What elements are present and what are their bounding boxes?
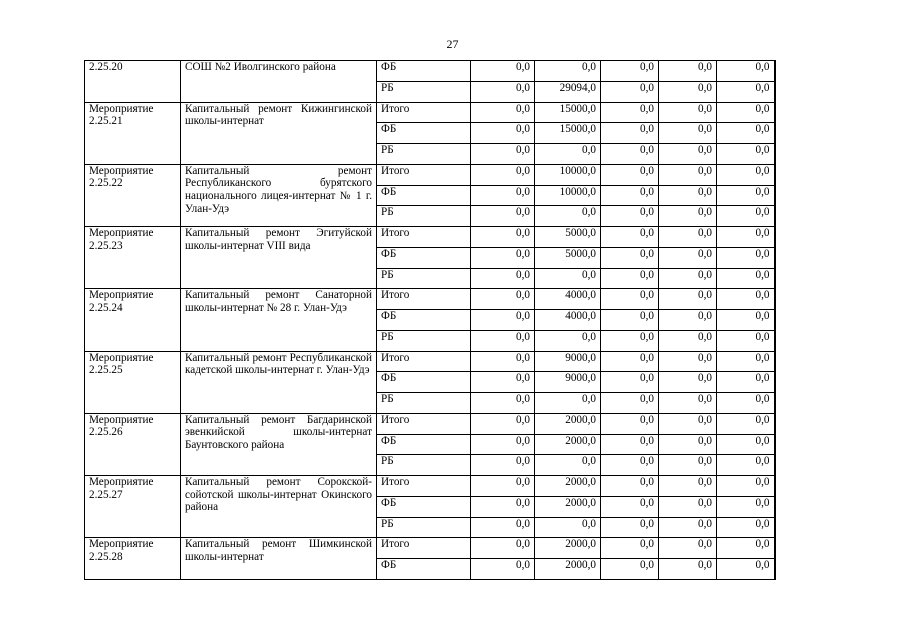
amount-cell: 0,0 (471, 330, 535, 351)
amount-cell: 0,0 (471, 538, 535, 559)
amount-cell: 0,0 (471, 144, 535, 165)
amount-cell: 0,0 (471, 455, 535, 476)
table-row (85, 476, 775, 497)
amount-cell: 0,0 (659, 289, 717, 310)
amount-cell: 0,0 (717, 123, 775, 144)
amount-cell: 0,0 (601, 372, 659, 393)
amount-cell: 0,0 (471, 164, 535, 185)
amount-cell: 0,0 (659, 61, 717, 82)
funding-source: ФБ (377, 434, 471, 455)
activity-name-cell (181, 289, 377, 351)
funding-source: РБ (377, 206, 471, 227)
funding-source: РБ (377, 330, 471, 351)
amount-cell: 0,0 (659, 330, 717, 351)
amount-cell: 0,0 (717, 164, 775, 185)
activity-name: Капитальный ремонт Санаторной школы-интернат № 28 г. Улан-Удэ (185, 289, 372, 314)
amount-cell: 10000,0 (535, 185, 601, 206)
amount-cell: 0,0 (717, 227, 775, 248)
amount-cell: 0,0 (659, 206, 717, 227)
amount-cell: 0,0 (601, 476, 659, 497)
activity-name: Капитальный ремонт Шимкинской школы-интернат (185, 538, 372, 563)
funding-source: Итого (377, 476, 471, 497)
budget-table-body (85, 61, 775, 580)
activity-id: Мероприятие 2.25.28 (85, 538, 181, 580)
funding-source: РБ (377, 517, 471, 538)
funding-source: Итого (377, 102, 471, 123)
amount-cell: 4000,0 (535, 310, 601, 331)
activity-id: Мероприятие 2.25.27 (85, 476, 181, 538)
amount-cell: 0,0 (717, 144, 775, 165)
amount-cell: 0,0 (471, 517, 535, 538)
amount-cell: 0,0 (601, 185, 659, 206)
amount-cell: 0,0 (659, 123, 717, 144)
amount-cell: 0,0 (535, 517, 601, 538)
amount-cell: 0,0 (601, 123, 659, 144)
amount-cell: 0,0 (717, 268, 775, 289)
amount-cell: 0,0 (471, 434, 535, 455)
amount-cell: 0,0 (659, 268, 717, 289)
funding-source: РБ (377, 455, 471, 476)
amount-cell: 0,0 (717, 185, 775, 206)
amount-cell: 2000,0 (535, 476, 601, 497)
amount-cell: 0,0 (659, 434, 717, 455)
amount-cell: 0,0 (535, 144, 601, 165)
amount-cell: 0,0 (659, 559, 717, 580)
amount-cell: 0,0 (717, 351, 775, 372)
amount-cell: 0,0 (471, 102, 535, 123)
amount-cell: 0,0 (535, 330, 601, 351)
amount-cell: 0,0 (471, 496, 535, 517)
activity-id: Мероприятие 2.25.22 (85, 164, 181, 226)
amount-cell: 0,0 (717, 434, 775, 455)
amount-cell: 0,0 (659, 455, 717, 476)
amount-cell: 0,0 (601, 164, 659, 185)
amount-cell: 0,0 (471, 310, 535, 331)
funding-source: Итого (377, 351, 471, 372)
amount-cell: 0,0 (471, 413, 535, 434)
amount-cell: 9000,0 (535, 372, 601, 393)
funding-source: ФБ (377, 123, 471, 144)
amount-cell: 0,0 (659, 413, 717, 434)
funding-source: ФБ (377, 185, 471, 206)
amount-cell: 0,0 (659, 372, 717, 393)
funding-source: ФБ (377, 310, 471, 331)
amount-cell: 0,0 (717, 81, 775, 102)
amount-cell: 0,0 (717, 372, 775, 393)
amount-cell: 0,0 (659, 476, 717, 497)
budget-table (84, 60, 776, 580)
amount-cell: 0,0 (717, 393, 775, 414)
amount-cell: 0,0 (471, 476, 535, 497)
amount-cell: 0,0 (601, 206, 659, 227)
activity-id: Мероприятие 2.25.23 (85, 227, 181, 289)
activity-name-cell (181, 538, 377, 580)
amount-cell: 0,0 (471, 206, 535, 227)
activity-id: 2.25.20 (85, 61, 181, 103)
amount-cell: 0,0 (601, 81, 659, 102)
activity-name-cell (181, 164, 377, 226)
amount-cell: 0,0 (659, 227, 717, 248)
amount-cell: 0,0 (471, 227, 535, 248)
table-row (85, 538, 775, 559)
activity-name: Капитальный ремонт Республиканской кадетской школы-интернат г. Улан-Удэ (185, 351, 372, 377)
amount-cell: 0,0 (535, 393, 601, 414)
funding-source: ФБ (377, 496, 471, 517)
funding-source: ФБ (377, 559, 471, 580)
amount-cell: 0,0 (659, 351, 717, 372)
table-row (85, 351, 775, 372)
funding-source: ФБ (377, 372, 471, 393)
amount-cell: 9000,0 (535, 351, 601, 372)
activity-id: Мероприятие 2.25.24 (85, 289, 181, 351)
amount-cell: 0,0 (601, 247, 659, 268)
activity-name: СОШ №2 Иволгинского района (185, 61, 336, 73)
amount-cell: 0,0 (471, 268, 535, 289)
amount-cell: 0,0 (601, 434, 659, 455)
amount-cell: 0,0 (601, 559, 659, 580)
funding-source: ФБ (377, 61, 471, 82)
amount-cell: 0,0 (471, 372, 535, 393)
amount-cell: 29094,0 (535, 81, 601, 102)
funding-source: Итого (377, 227, 471, 248)
amount-cell: 0,0 (717, 102, 775, 123)
amount-cell: 0,0 (659, 393, 717, 414)
amount-cell: 0,0 (659, 496, 717, 517)
amount-cell: 0,0 (717, 289, 775, 310)
activity-name: Капитальный ремонт Эгитуйской школы-интернат VIII вида (185, 227, 372, 252)
amount-cell: 0,0 (535, 61, 601, 82)
funding-source: РБ (377, 144, 471, 165)
amount-cell: 0,0 (601, 517, 659, 538)
amount-cell: 2000,0 (535, 496, 601, 517)
amount-cell: 0,0 (717, 517, 775, 538)
funding-source: Итого (377, 538, 471, 559)
amount-cell: 0,0 (471, 81, 535, 102)
funding-source: РБ (377, 393, 471, 414)
activity-name-cell (181, 476, 377, 538)
amount-cell: 0,0 (659, 538, 717, 559)
activity-name: Капитальный ремонт Сорокской-сойотской школы-интернат Окинского района (185, 476, 372, 514)
amount-cell: 0,0 (717, 413, 775, 434)
amount-cell: 0,0 (717, 496, 775, 517)
amount-cell: 0,0 (471, 393, 535, 414)
activity-name-cell (181, 102, 377, 164)
amount-cell: 0,0 (471, 247, 535, 268)
activity-name-cell (181, 413, 377, 475)
activity-id: Мероприятие 2.25.21 (85, 102, 181, 164)
amount-cell: 0,0 (717, 559, 775, 580)
amount-cell: 0,0 (601, 61, 659, 82)
activity-name-cell (181, 351, 377, 413)
amount-cell: 0,0 (659, 164, 717, 185)
table-row (85, 102, 775, 123)
amount-cell: 0,0 (471, 351, 535, 372)
table-row (85, 289, 775, 310)
page-number: 27 (446, 37, 459, 51)
amount-cell: 15000,0 (535, 123, 601, 144)
amount-cell: 0,0 (717, 455, 775, 476)
table-row (85, 227, 775, 248)
amount-cell: 15000,0 (535, 102, 601, 123)
amount-cell: 0,0 (471, 123, 535, 144)
amount-cell: 0,0 (471, 61, 535, 82)
funding-source: РБ (377, 81, 471, 102)
amount-cell: 0,0 (535, 268, 601, 289)
amount-cell: 0,0 (535, 206, 601, 227)
amount-cell: 0,0 (601, 268, 659, 289)
amount-cell: 0,0 (601, 330, 659, 351)
funding-source: РБ (377, 268, 471, 289)
activity-id: Мероприятие 2.25.25 (85, 351, 181, 413)
amount-cell: 4000,0 (535, 289, 601, 310)
amount-cell: 0,0 (659, 144, 717, 165)
amount-cell: 0,0 (601, 310, 659, 331)
amount-cell: 0,0 (471, 559, 535, 580)
amount-cell: 0,0 (601, 351, 659, 372)
funding-source: Итого (377, 164, 471, 185)
amount-cell: 2000,0 (535, 538, 601, 559)
table-row (85, 164, 775, 185)
amount-cell: 0,0 (601, 289, 659, 310)
amount-cell: 0,0 (717, 476, 775, 497)
amount-cell: 0,0 (601, 538, 659, 559)
activity-name-cell (181, 227, 377, 289)
amount-cell: 5000,0 (535, 247, 601, 268)
amount-cell: 0,0 (601, 496, 659, 517)
table-row (85, 61, 775, 82)
amount-cell: 0,0 (659, 310, 717, 331)
amount-cell: 0,0 (717, 538, 775, 559)
amount-cell: 0,0 (601, 227, 659, 248)
amount-cell: 0,0 (601, 455, 659, 476)
amount-cell: 0,0 (601, 144, 659, 165)
activity-name-cell (181, 61, 377, 103)
amount-cell: 0,0 (601, 102, 659, 123)
amount-cell: 0,0 (601, 413, 659, 434)
table-row (85, 413, 775, 434)
amount-cell: 0,0 (471, 289, 535, 310)
amount-cell: 0,0 (659, 517, 717, 538)
activity-id: Мероприятие 2.25.26 (85, 413, 181, 475)
amount-cell: 2000,0 (535, 559, 601, 580)
amount-cell: 0,0 (717, 206, 775, 227)
amount-cell: 0,0 (535, 455, 601, 476)
amount-cell: 0,0 (717, 247, 775, 268)
amount-cell: 0,0 (717, 330, 775, 351)
amount-cell: 0,0 (601, 393, 659, 414)
amount-cell: 0,0 (717, 61, 775, 82)
amount-cell: 0,0 (717, 310, 775, 331)
amount-cell: 0,0 (659, 102, 717, 123)
amount-cell: 2000,0 (535, 413, 601, 434)
amount-cell: 0,0 (659, 185, 717, 206)
funding-source: Итого (377, 289, 471, 310)
funding-source: ФБ (377, 247, 471, 268)
amount-cell: 10000,0 (535, 164, 601, 185)
funding-source: Итого (377, 413, 471, 434)
amount-cell: 0,0 (659, 247, 717, 268)
amount-cell: 5000,0 (535, 227, 601, 248)
amount-cell: 0,0 (471, 185, 535, 206)
activity-name: Капитальный ремонт Багдаринской эвенкийской школы-интернат Баунтовского района (185, 413, 372, 451)
amount-cell: 2000,0 (535, 434, 601, 455)
amount-cell: 0,0 (659, 81, 717, 102)
activity-name: Капитальный ремонт Кижингинской школы-интернат (185, 102, 372, 128)
activity-name: Капитальный ремонт Республиканского бурятского национального лицея-интернат № 1 г. Улан-Удэ (185, 164, 372, 215)
